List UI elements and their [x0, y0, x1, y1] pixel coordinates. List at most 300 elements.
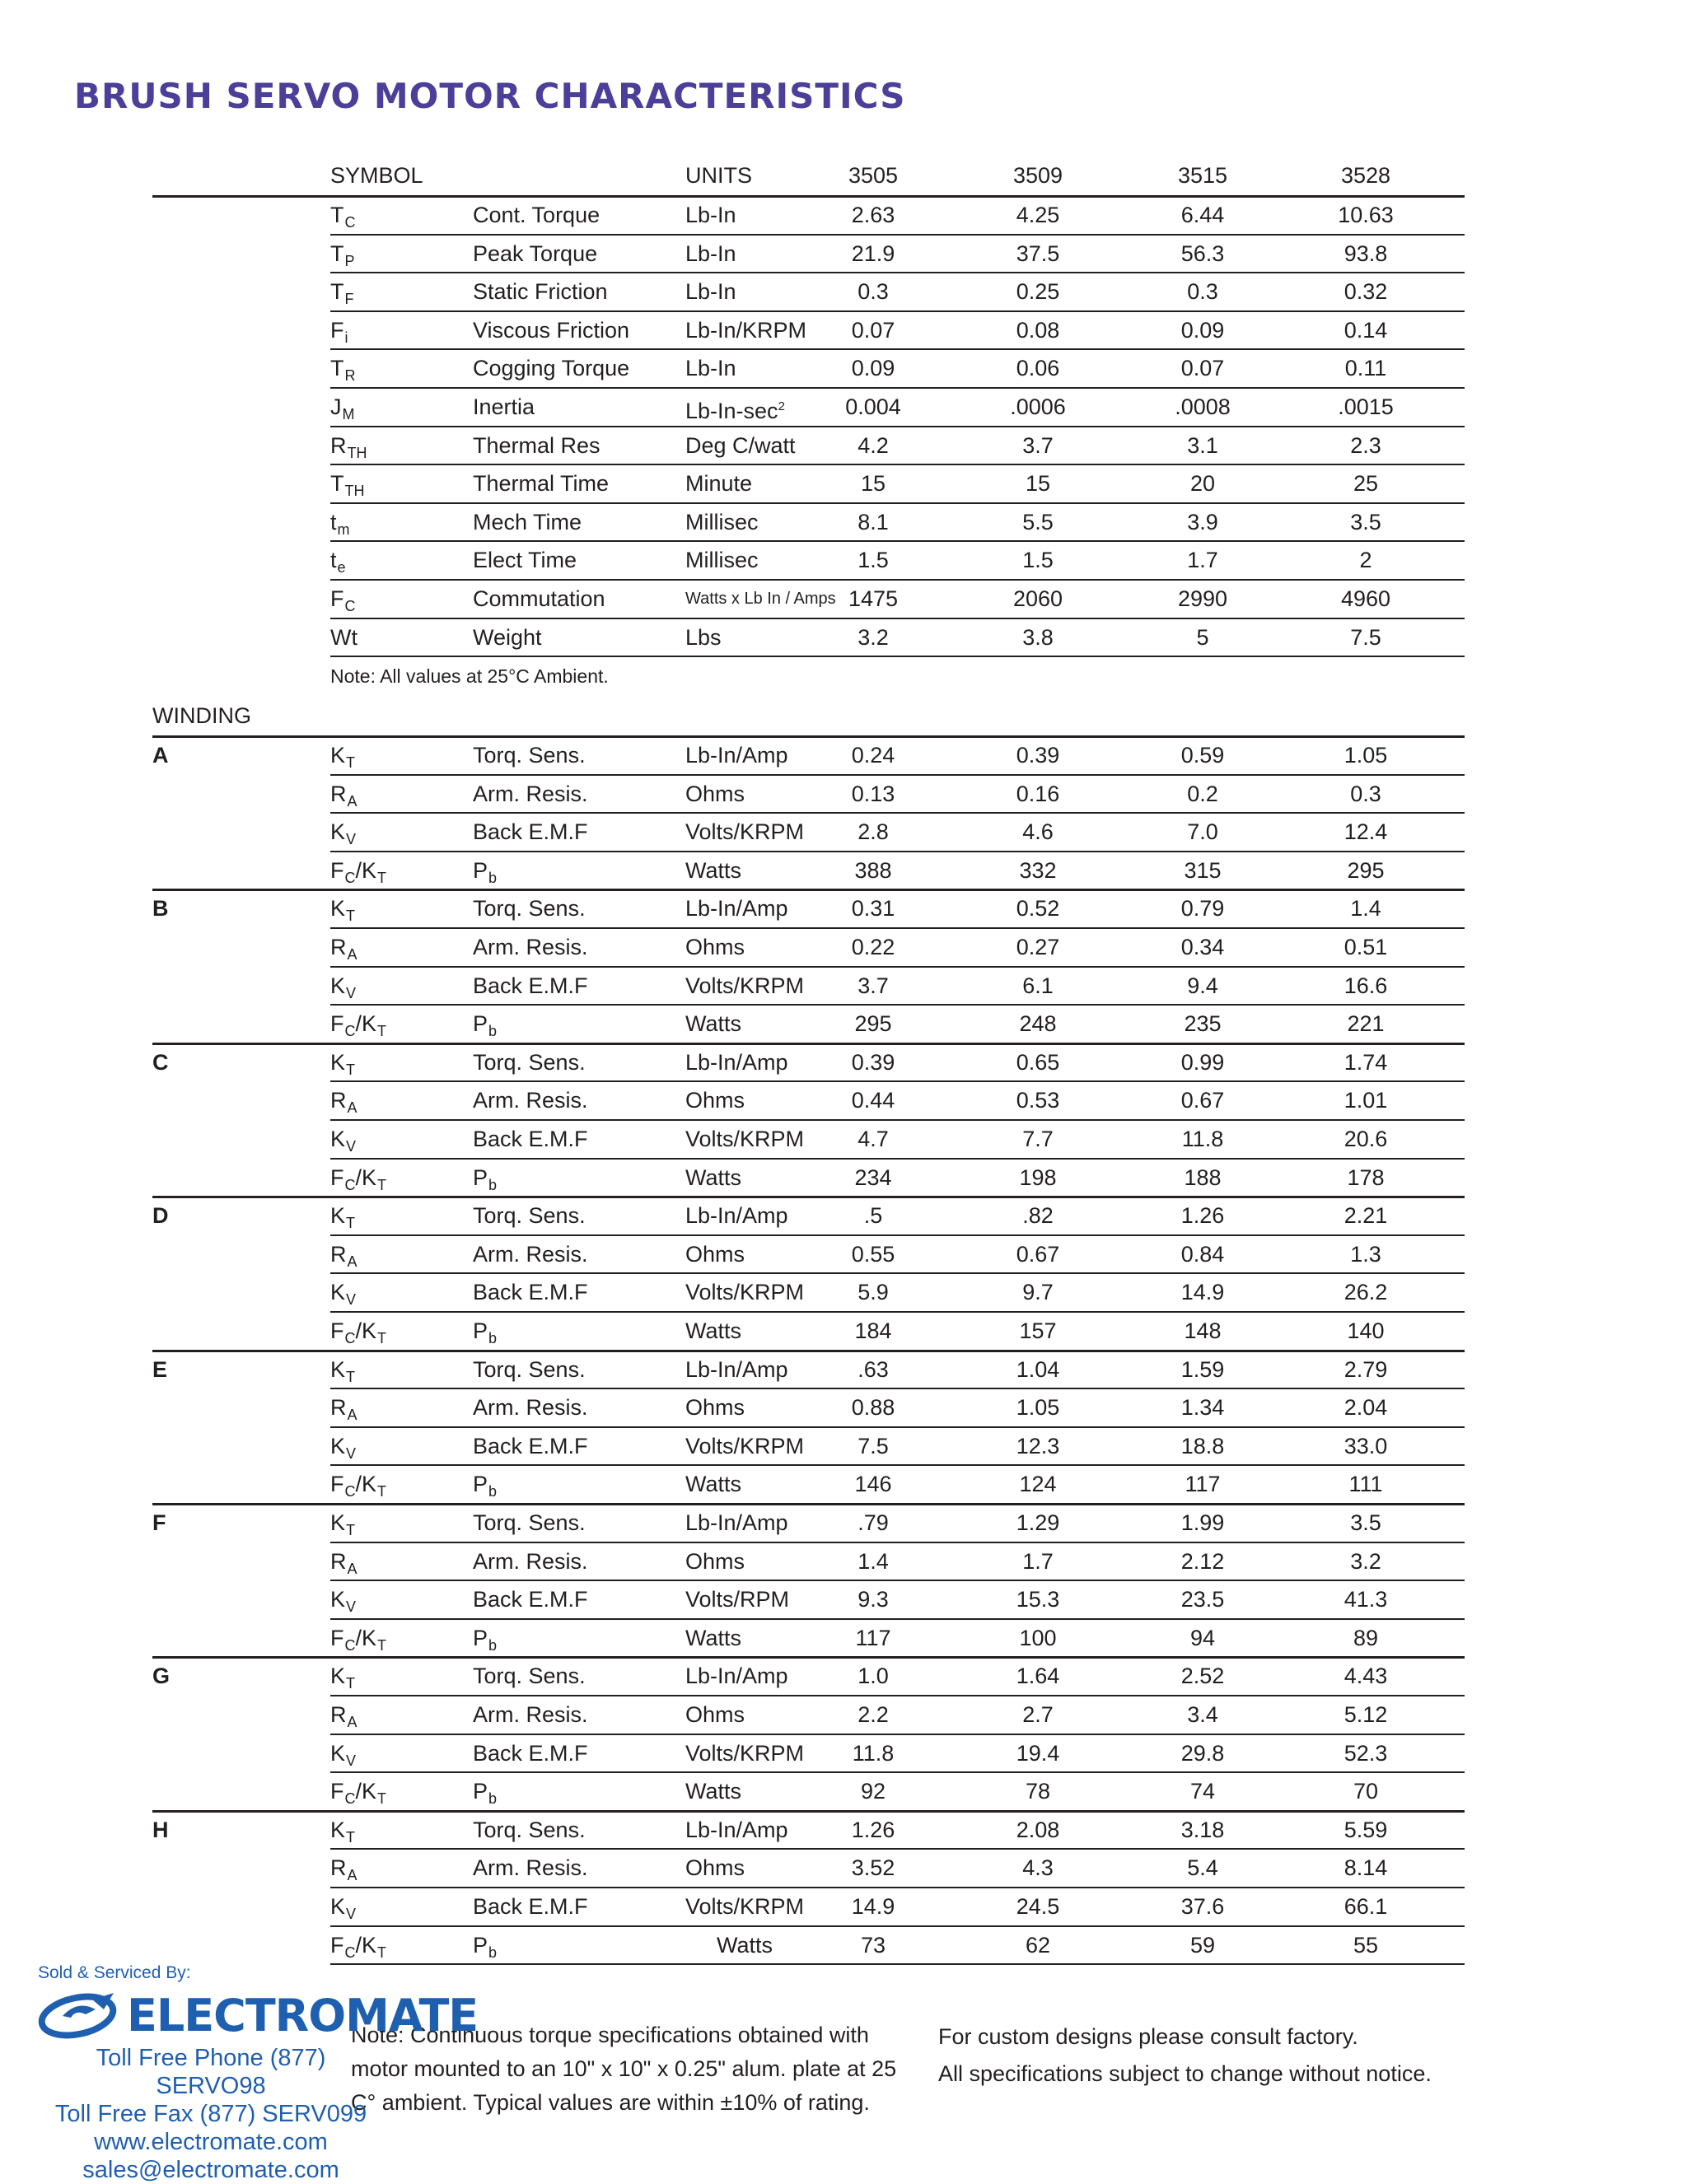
- symbol: $T_P$: [330, 240, 355, 269]
- symbol: $F_C/K_T$: [330, 1933, 387, 1961]
- value-3515: 2990: [1177, 586, 1228, 611]
- symbol: $T_F$: [330, 279, 354, 308]
- description: Cogging Torque: [473, 356, 630, 381]
- model-header: 3515: [1177, 163, 1228, 188]
- units: Volts/KRPM: [685, 1434, 805, 1458]
- value-3515: 5: [1196, 624, 1209, 650]
- description: Arm. Resis.: [473, 1855, 588, 1880]
- units: Deg C/watt: [685, 432, 796, 458]
- value-3515: 11.8: [1181, 1127, 1224, 1151]
- table-row: [0, 1388, 1687, 1426]
- value-3528: 12.4: [1344, 819, 1388, 844]
- table-row: [0, 1657, 1687, 1695]
- value-3509: 15.3: [1016, 1587, 1060, 1612]
- value-3515: 3.4: [1187, 1702, 1218, 1727]
- table-row: [0, 1120, 1687, 1158]
- value-3505: .63: [858, 1357, 889, 1382]
- model-header: 3505: [848, 163, 899, 188]
- value-3505: 92: [860, 1779, 886, 1804]
- email-link[interactable]: sales@electromate.com: [82, 2157, 339, 2183]
- units: Lb-In/Amp: [685, 1664, 788, 1688]
- description: Torq. Sens.: [473, 743, 586, 768]
- torque-note: Note: Continuous torque specifications obtained with motor mounted to an 10" x 10" x 0.25" alum. plate at 25 C° ambient. Typical values are within ±10% of rating.: [351, 2023, 897, 2115]
- symbol: $F_C/K_T$: [330, 1626, 387, 1654]
- table-row: [0, 889, 1687, 927]
- model-header: 3528: [1340, 163, 1391, 188]
- value-3505: 295: [854, 1011, 892, 1036]
- units: Watts: [685, 1318, 742, 1343]
- description: Torq. Sens.: [473, 896, 586, 921]
- description: Thermal Time: [473, 471, 610, 497]
- value-3509: 1.7: [1022, 1549, 1054, 1574]
- value-3528: 16.6: [1344, 973, 1388, 998]
- symbol: $R_A$: [330, 1702, 357, 1730]
- description: Torq. Sens.: [473, 1203, 586, 1228]
- table-row: [0, 1888, 1687, 1925]
- description: Torq. Sens.: [473, 1357, 586, 1382]
- units: Volts/KRPM: [685, 973, 805, 998]
- value-3505: 0.39: [851, 1050, 895, 1075]
- symbol: $F_C/K_T$: [330, 1779, 387, 1807]
- symbol: $F_i$: [330, 317, 348, 346]
- value-3528: 0.11: [1344, 356, 1387, 381]
- table-row: [0, 1734, 1687, 1772]
- units-header: UNITS: [685, 163, 752, 188]
- value-3515: 0.09: [1180, 317, 1225, 343]
- value-3505: 4.7: [858, 1127, 889, 1151]
- value-3528: 89: [1353, 1626, 1379, 1650]
- units: Lbs: [685, 624, 722, 650]
- description: $P_b$: [473, 1165, 498, 1193]
- value-3509: 0.39: [1016, 743, 1060, 768]
- value-3509: 0.25: [1016, 279, 1060, 305]
- units: Minute: [685, 471, 753, 497]
- units: Watts: [685, 1165, 742, 1190]
- value-3505: 0.07: [851, 317, 895, 343]
- value-3505: 0.44: [851, 1088, 895, 1113]
- description: Elect Time: [473, 548, 577, 573]
- value-3505: 1475: [848, 586, 899, 611]
- symbol: $K_V$: [330, 1280, 357, 1308]
- symbol: $T_C$: [330, 203, 356, 231]
- page-title: BRUSH SERVO MOTOR CHARACTERISTICS: [74, 76, 906, 116]
- value-3509: 1.64: [1016, 1664, 1060, 1688]
- table-row: [0, 388, 1687, 426]
- description: Back E.M.F: [473, 1894, 588, 1919]
- description: $P_b$: [473, 1779, 498, 1807]
- units: Lb-In/Amp: [685, 1818, 788, 1842]
- value-3509: 0.53: [1016, 1088, 1060, 1113]
- value-3528: 8.14: [1344, 1855, 1388, 1880]
- units: Watts x Lb In / Amps: [685, 590, 836, 608]
- value-3509: 0.27: [1016, 935, 1060, 959]
- value-3505: 73: [860, 1933, 886, 1958]
- value-3509: 198: [1019, 1165, 1057, 1190]
- value-3509: 4.6: [1022, 819, 1054, 844]
- description: Thermal Res: [473, 432, 600, 458]
- value-3509: 0.52: [1016, 896, 1060, 921]
- table-header: [0, 156, 1687, 194]
- description: $P_b$: [473, 1472, 498, 1500]
- symbol: $K_V$: [330, 1587, 357, 1615]
- description: Arm. Resis.: [473, 1549, 588, 1574]
- value-3505: 234: [854, 1165, 892, 1190]
- value-3505: 8.1: [858, 509, 889, 534]
- change-notice: All specifications subject to change without notice.: [938, 2061, 1432, 2086]
- description: Static Friction: [473, 279, 608, 305]
- table-row: [0, 1235, 1687, 1273]
- symbol: $K_T$: [330, 1664, 356, 1692]
- value-3509: 4.3: [1022, 1855, 1054, 1880]
- value-3515: 74: [1189, 1779, 1216, 1804]
- value-3505: 4.2: [858, 432, 889, 458]
- value-3515: 0.2: [1187, 782, 1218, 806]
- winding-label: WINDING: [152, 703, 251, 728]
- description: Back E.M.F: [473, 973, 588, 998]
- value-3509: 12.3: [1016, 1434, 1060, 1458]
- value-3515: 0.67: [1180, 1088, 1225, 1113]
- table-row: [0, 1504, 1687, 1542]
- value-3515: 18.8: [1180, 1434, 1225, 1458]
- table-row: [0, 1043, 1687, 1081]
- value-3515: 56.3: [1180, 240, 1225, 266]
- symbol: $T_{TH}$: [330, 471, 365, 500]
- units: $Lb-In-\sec^2$: [685, 399, 785, 423]
- units: Lb-In: [685, 279, 736, 305]
- units: Watts: [685, 1011, 742, 1036]
- description: $P_b$: [473, 1933, 498, 1961]
- table-row: [0, 1619, 1687, 1657]
- table-row: [0, 1427, 1687, 1465]
- value-3528: 2.21: [1344, 1203, 1388, 1228]
- value-3509: 1.5: [1022, 548, 1054, 573]
- value-3509: 2060: [1012, 586, 1063, 611]
- value-3528: 4.43: [1344, 1664, 1388, 1688]
- table-row: [0, 311, 1687, 349]
- symbol: $K_V$: [330, 1434, 357, 1462]
- value-3505: 388: [854, 858, 892, 883]
- value-3505: 2.8: [858, 819, 889, 844]
- value-3515: 6.44: [1180, 203, 1225, 227]
- symbol: $R_A$: [330, 1855, 357, 1883]
- units: Lb-In/Amp: [685, 1357, 788, 1382]
- symbol: $K_T$: [330, 1510, 356, 1538]
- value-3528: 1.4: [1350, 896, 1381, 921]
- description: Back E.M.F: [473, 1434, 588, 1458]
- description: Mech Time: [473, 509, 582, 534]
- description: $P_b$: [473, 1011, 498, 1039]
- value-3515: 0.79: [1180, 896, 1225, 921]
- description: Cont. Torque: [473, 203, 600, 227]
- value-3528: 4960: [1340, 586, 1391, 611]
- value-3505: 21.9: [851, 240, 895, 266]
- value-3515: 1.59: [1180, 1357, 1225, 1382]
- winding-f-label: F: [152, 1510, 166, 1535]
- value-3528: 2: [1359, 548, 1372, 573]
- symbol-header: SYMBOL: [330, 163, 423, 188]
- value-3515: 14.9: [1180, 1280, 1225, 1304]
- table-row: [0, 235, 1687, 273]
- value-3515: 37.6: [1180, 1894, 1225, 1919]
- value-3515: 1.7: [1187, 548, 1218, 573]
- electromate-logo-icon: [38, 1988, 120, 2041]
- table-row: [0, 1159, 1687, 1197]
- value-3505: 3.2: [858, 624, 889, 650]
- table-row: [0, 1696, 1687, 1734]
- table-row: [0, 196, 1687, 234]
- symbol: $K_T$: [330, 1203, 356, 1231]
- winding-e-label: E: [152, 1357, 168, 1382]
- value-3509: 0.67: [1016, 1242, 1060, 1267]
- table-row: [0, 928, 1687, 966]
- value-3528: 25: [1353, 471, 1379, 497]
- value-3528: 20.6: [1344, 1127, 1388, 1151]
- value-3515: 315: [1184, 858, 1222, 883]
- value-3509: 0.06: [1016, 356, 1060, 381]
- value-3509: 157: [1019, 1318, 1057, 1343]
- winding-b-label: B: [152, 896, 169, 921]
- units: Millisec: [685, 548, 759, 573]
- units: Watts: [685, 858, 742, 883]
- table-rule: [330, 656, 1465, 657]
- value-3505: .5: [863, 1203, 883, 1228]
- value-3528: 2.04: [1344, 1395, 1388, 1420]
- value-3528: 0.3: [1350, 782, 1381, 806]
- value-3515: 3.18: [1180, 1818, 1225, 1842]
- symbol: $F_C/K_T$: [330, 1165, 387, 1193]
- description: Torq. Sens.: [473, 1664, 586, 1688]
- value-3505: 2.63: [851, 203, 895, 227]
- value-3515: 59: [1189, 1933, 1216, 1958]
- symbol: $F_C/K_T$: [330, 1318, 387, 1346]
- table-row: [0, 1465, 1687, 1503]
- symbol: $F_C/K_T$: [330, 858, 387, 886]
- value-3528: 1.05: [1344, 743, 1388, 768]
- value-3528: 66.1: [1344, 1894, 1388, 1919]
- custom-designs-note: For custom designs please consult factory.: [938, 2024, 1358, 2049]
- value-3509: 1.04: [1016, 1357, 1060, 1382]
- units: Ohms: [685, 935, 745, 959]
- description: Arm. Resis.: [473, 1242, 588, 1267]
- table-row: [0, 775, 1687, 813]
- value-3505: 14.9: [851, 1894, 895, 1919]
- table-row: [0, 618, 1687, 656]
- value-3515: 94: [1189, 1626, 1216, 1650]
- description: Back E.M.F: [473, 1741, 588, 1766]
- value-3528: 178: [1347, 1165, 1385, 1190]
- value-3528: 221: [1347, 1011, 1385, 1036]
- table-row: [0, 427, 1687, 464]
- ambient-note: Note: All values at 25°C Ambient.: [330, 665, 609, 687]
- table-row: [0, 1312, 1687, 1350]
- value-3505: 0.88: [851, 1395, 895, 1420]
- description: Arm. Resis.: [473, 1702, 588, 1727]
- value-3515: 1.34: [1180, 1395, 1225, 1420]
- value-3528: 1.74: [1344, 1050, 1388, 1075]
- value-3515: 0.84: [1180, 1242, 1225, 1267]
- units: Ohms: [685, 1549, 745, 1574]
- value-3515: 117: [1185, 1472, 1221, 1496]
- units: Volts/KRPM: [685, 819, 805, 844]
- symbol: Wt: [330, 624, 357, 650]
- value-3505: 0.55: [851, 1242, 895, 1267]
- winding-c-label: C: [152, 1050, 169, 1075]
- units: Ohms: [685, 1395, 745, 1420]
- value-3515: 0.34: [1180, 935, 1225, 959]
- table-rule: [330, 1963, 1465, 1965]
- units: Lb-In/Amp: [685, 1203, 788, 1228]
- value-3509: 332: [1019, 858, 1057, 883]
- value-3528: 5.59: [1344, 1818, 1388, 1842]
- description: Torq. Sens.: [473, 1818, 586, 1842]
- value-3528: 0.14: [1344, 317, 1388, 343]
- description: Back E.M.F: [473, 1127, 588, 1151]
- table-row: [0, 580, 1687, 618]
- value-3515: 29.8: [1180, 1741, 1225, 1766]
- footer-notes: [938, 2018, 1432, 2093]
- value-3505: 3.52: [851, 1855, 895, 1880]
- table-row: [0, 503, 1687, 541]
- value-3515: 0.59: [1180, 743, 1225, 768]
- units: Ohms: [685, 1242, 745, 1267]
- description: Arm. Resis.: [473, 935, 588, 959]
- symbol: $R_A$: [330, 1242, 357, 1270]
- value-3528: 3.2: [1350, 1549, 1381, 1574]
- units: Volts/RPM: [685, 1587, 790, 1612]
- symbol: $F_C$: [330, 586, 356, 614]
- description: Inertia: [473, 394, 535, 419]
- symbol: $R_A$: [330, 782, 357, 810]
- table-row: [0, 967, 1687, 1005]
- value-3505: 184: [854, 1318, 892, 1343]
- description: $P_b$: [473, 1318, 498, 1346]
- table-row: [0, 1005, 1687, 1043]
- symbol: $K_V$: [330, 1741, 357, 1769]
- value-3528: 111: [1348, 1472, 1383, 1496]
- units: Ohms: [685, 1702, 745, 1727]
- value-3505: 5.9: [858, 1280, 889, 1304]
- symbol: $F_C/K_T$: [330, 1472, 387, 1500]
- value-3505: 2.2: [858, 1702, 889, 1727]
- value-3515: 1.26: [1180, 1203, 1225, 1228]
- website-link[interactable]: www.electromate.com: [94, 2129, 328, 2155]
- value-3509: 0.08: [1016, 317, 1060, 343]
- description: Arm. Resis.: [473, 782, 588, 806]
- winding-d-label: D: [152, 1203, 169, 1228]
- value-3509: 0.65: [1016, 1050, 1060, 1075]
- value-3528: 41.3: [1344, 1587, 1388, 1612]
- value-3509: 248: [1019, 1011, 1057, 1036]
- symbol: $R_{TH}$: [330, 432, 367, 461]
- table-row: [0, 1772, 1687, 1810]
- description: Torq. Sens.: [473, 1510, 586, 1535]
- value-3528: 0.32: [1344, 279, 1388, 305]
- value-3515: 0.3: [1187, 279, 1218, 305]
- symbol: $R_A$: [330, 1395, 357, 1423]
- value-3505: 3.7: [858, 973, 889, 998]
- units: Volts/KRPM: [685, 1894, 805, 1919]
- symbol: $T_R$: [330, 356, 356, 385]
- units: Lb-In: [685, 240, 736, 266]
- value-3515: 7.0: [1187, 819, 1218, 844]
- value-3515: 3.9: [1187, 509, 1218, 534]
- table-row: [0, 1197, 1687, 1234]
- symbol: $K_V$: [330, 973, 357, 1001]
- value-3515: .0008: [1175, 394, 1231, 419]
- value-3509: 19.4: [1016, 1741, 1060, 1766]
- winding-g-label: G: [152, 1664, 171, 1688]
- value-3528: 7.5: [1350, 624, 1381, 650]
- description: Peak Torque: [473, 240, 598, 266]
- value-3509: 7.7: [1022, 1127, 1054, 1151]
- value-3528: 295: [1347, 858, 1385, 883]
- description: Arm. Resis.: [473, 1395, 588, 1420]
- units: Ohms: [685, 1855, 745, 1880]
- model-header: 3509: [1012, 163, 1063, 188]
- units: Lb-In/Amp: [685, 743, 788, 768]
- value-3509: 1.05: [1016, 1395, 1060, 1420]
- table-row: [0, 349, 1687, 387]
- units: Volts/KRPM: [685, 1127, 805, 1151]
- value-3509: .82: [1022, 1203, 1054, 1228]
- units: Lb-In/KRPM: [685, 317, 807, 343]
- value-3515: 235: [1184, 1011, 1222, 1036]
- value-3505: 146: [854, 1472, 892, 1496]
- units: Volts/KRPM: [685, 1280, 805, 1304]
- sold-by-label: Sold & Serviced By:: [38, 1963, 191, 1982]
- value-3528: 26.2: [1344, 1280, 1388, 1304]
- table-row: [0, 1849, 1687, 1887]
- value-3505: 1.5: [858, 548, 889, 573]
- value-3509: 62: [1025, 1933, 1051, 1958]
- value-3528: 70: [1353, 1779, 1379, 1804]
- description: $P_b$: [473, 1626, 498, 1654]
- table-row: [0, 1811, 1687, 1849]
- value-3505: 0.22: [851, 935, 895, 959]
- table-row: [0, 273, 1687, 310]
- table-row: [0, 813, 1687, 851]
- units: Lb-In: [685, 356, 736, 381]
- electromate-logo: [38, 1986, 479, 2044]
- value-3528: 140: [1347, 1318, 1385, 1343]
- description: Weight: [473, 624, 542, 650]
- value-3528: 3.5: [1350, 509, 1381, 534]
- value-3528: 55: [1353, 1933, 1379, 1958]
- description: Viscous Friction: [473, 317, 630, 343]
- symbol: $K_T$: [330, 896, 356, 924]
- description: Back E.M.F: [473, 1280, 588, 1304]
- value-3509: 6.1: [1022, 973, 1054, 998]
- symbol: $K_V$: [330, 1894, 357, 1922]
- value-3528: 0.51: [1344, 935, 1388, 959]
- value-3515: 2.12: [1180, 1549, 1225, 1574]
- value-3515: 2.52: [1180, 1664, 1225, 1688]
- description: Back E.M.F: [473, 1587, 588, 1612]
- symbol: $K_T$: [330, 1818, 356, 1846]
- value-3528: 1.3: [1350, 1242, 1381, 1267]
- value-3509: 2.08: [1016, 1818, 1060, 1842]
- description: $P_b$: [473, 858, 498, 886]
- value-3509: 37.5: [1016, 240, 1060, 266]
- units: Lb-In/Amp: [685, 896, 788, 921]
- symbol: $R_A$: [330, 1549, 357, 1577]
- symbol: $K_T$: [330, 1050, 356, 1078]
- table-row: [0, 1926, 1687, 1964]
- units: Millisec: [685, 509, 759, 534]
- description: Arm. Resis.: [473, 1088, 588, 1113]
- symbol: $K_T$: [330, 1357, 356, 1385]
- value-3515: 0.07: [1180, 356, 1225, 381]
